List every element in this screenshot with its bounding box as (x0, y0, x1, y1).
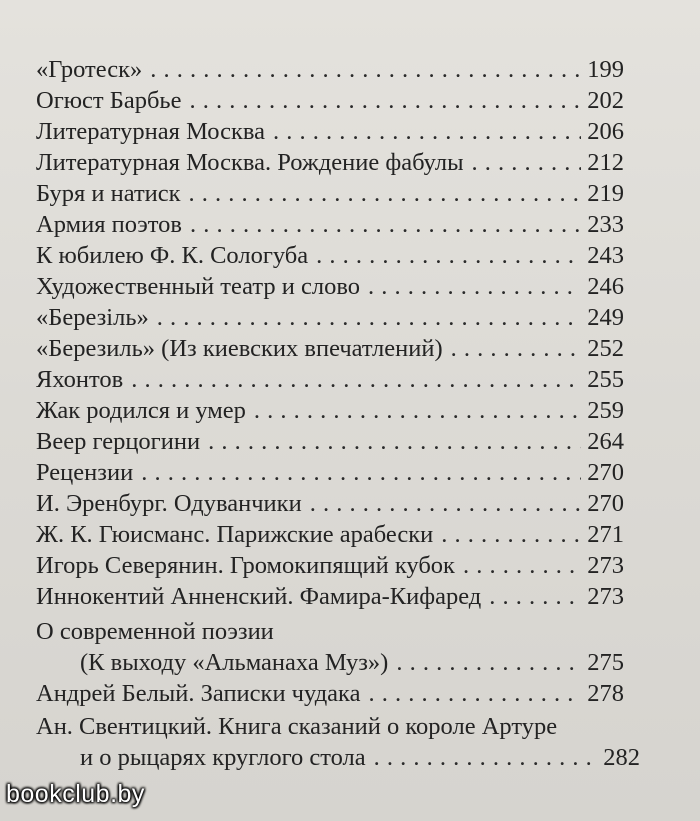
toc-entry-title: и о рыцарях круглого стола (80, 744, 366, 771)
toc-entry-page: 202 (587, 87, 624, 114)
toc-entry-title: Буря и натиск (36, 180, 181, 207)
toc-entry-title: Ан. Свентицкий. Книга сказаний о короле Артуре (36, 713, 558, 740)
toc-entry-title: Армия поэтов (36, 211, 182, 238)
dot-leader (150, 56, 581, 84)
toc-entry (36, 490, 624, 522)
toc-entry-page: 255 (587, 366, 624, 393)
toc-entry-title: (К выходу «Альманаха Муз») (80, 649, 389, 676)
toc-entry (36, 118, 624, 150)
toc-entry (36, 211, 624, 243)
toc-entry-page: 219 (587, 180, 624, 207)
toc-entry-heading (36, 713, 640, 745)
toc-entry-page: 273 (587, 552, 624, 579)
toc-entry-page: 264 (587, 428, 624, 455)
toc-entry-title: Огюст Барбье (36, 87, 182, 114)
toc-entry-title: «Березіль» (36, 304, 149, 331)
toc-entry-page: 271 (587, 521, 624, 548)
dot-leader (157, 304, 581, 332)
toc-entry (36, 583, 624, 615)
toc-entry (36, 428, 624, 460)
dot-leader (316, 242, 581, 270)
dot-leader (131, 366, 581, 394)
toc-entry-page: 270 (587, 459, 624, 486)
dot-leader (472, 149, 582, 177)
toc-entry-title: О современной поэзии (36, 618, 274, 645)
toc-entry-page: 278 (587, 680, 624, 707)
toc-entry-title: Веер герцогини (36, 428, 201, 455)
toc-entry-title: Литературная Москва (36, 118, 265, 145)
toc-entry-title: Литературная Москва. Рождение фабулы (36, 149, 464, 176)
toc-entry (36, 459, 624, 491)
toc-entry-title: «Березиль» (Из киевских впечатлений) (36, 335, 443, 362)
toc-entry-page: 259 (587, 397, 624, 424)
toc-entry (36, 180, 624, 212)
toc-entry-page: 249 (587, 304, 624, 331)
toc-entry (36, 149, 624, 181)
toc-entry-page: 243 (587, 242, 624, 269)
dot-leader (189, 87, 581, 115)
dot-leader (451, 335, 582, 363)
toc-entry-page: 233 (587, 211, 624, 238)
toc-entry-title: Художественный театр и слово (36, 273, 360, 300)
toc-entry-title: Рецензии (36, 459, 134, 486)
dot-leader (441, 521, 581, 549)
dot-leader (374, 744, 598, 772)
toc-entry-title: Жак родился и умер (36, 397, 246, 424)
toc-entry-title: Ж. К. Гюисманс. Парижские арабески (36, 521, 434, 548)
toc-entry-title: Андрей Белый. Записки чудака (36, 680, 361, 707)
toc-entry (36, 366, 624, 398)
toc-entry (36, 521, 624, 553)
toc-entry-title: И. Эренбург. Одуванчики (36, 490, 302, 517)
toc-entry-page: 212 (587, 149, 624, 176)
toc-entry (36, 552, 624, 584)
toc-entry-page: 246 (587, 273, 624, 300)
watermark: bookclub.by (6, 780, 145, 808)
toc-entry (36, 242, 624, 274)
toc-entry-title: Яхонтов (36, 366, 124, 393)
toc-entry-heading (36, 618, 624, 650)
toc-entry-page: 282 (603, 744, 640, 771)
dot-leader (396, 649, 581, 677)
toc-entry-page: 273 (587, 583, 624, 610)
dot-leader (208, 428, 581, 456)
toc-entry (36, 397, 624, 429)
dot-leader (254, 397, 581, 425)
dot-leader (141, 459, 581, 487)
toc-entry-title: Иннокентий Анненский. Фамира-Кифаред (36, 583, 482, 610)
toc-entry (36, 87, 624, 119)
toc-entry-page: 199 (587, 56, 624, 83)
dot-leader (368, 273, 581, 301)
toc-entry (80, 649, 624, 681)
toc-entry (36, 335, 624, 367)
dot-leader (368, 680, 581, 708)
toc-entry (36, 680, 624, 712)
toc-entry-page: 270 (587, 490, 624, 517)
toc-entry (36, 304, 624, 336)
toc-entry-page: 275 (587, 649, 624, 676)
dot-leader (189, 180, 582, 208)
dot-leader (190, 211, 581, 239)
toc-entry (36, 56, 624, 88)
dot-leader (463, 552, 581, 580)
dot-leader (489, 583, 581, 611)
toc-entry (80, 744, 640, 776)
dot-leader (310, 490, 582, 518)
toc-entry-title: «Гротеск» (36, 56, 143, 83)
toc-entry-title: Игорь Северянин. Громокипящий кубок (36, 552, 455, 579)
toc-entry-page: 206 (587, 118, 624, 145)
toc-entry (36, 273, 624, 305)
toc-entry-page: 252 (587, 335, 624, 362)
dot-leader (273, 118, 581, 146)
toc-entry-title: К юбилею Ф. К. Сологуба (36, 242, 309, 269)
